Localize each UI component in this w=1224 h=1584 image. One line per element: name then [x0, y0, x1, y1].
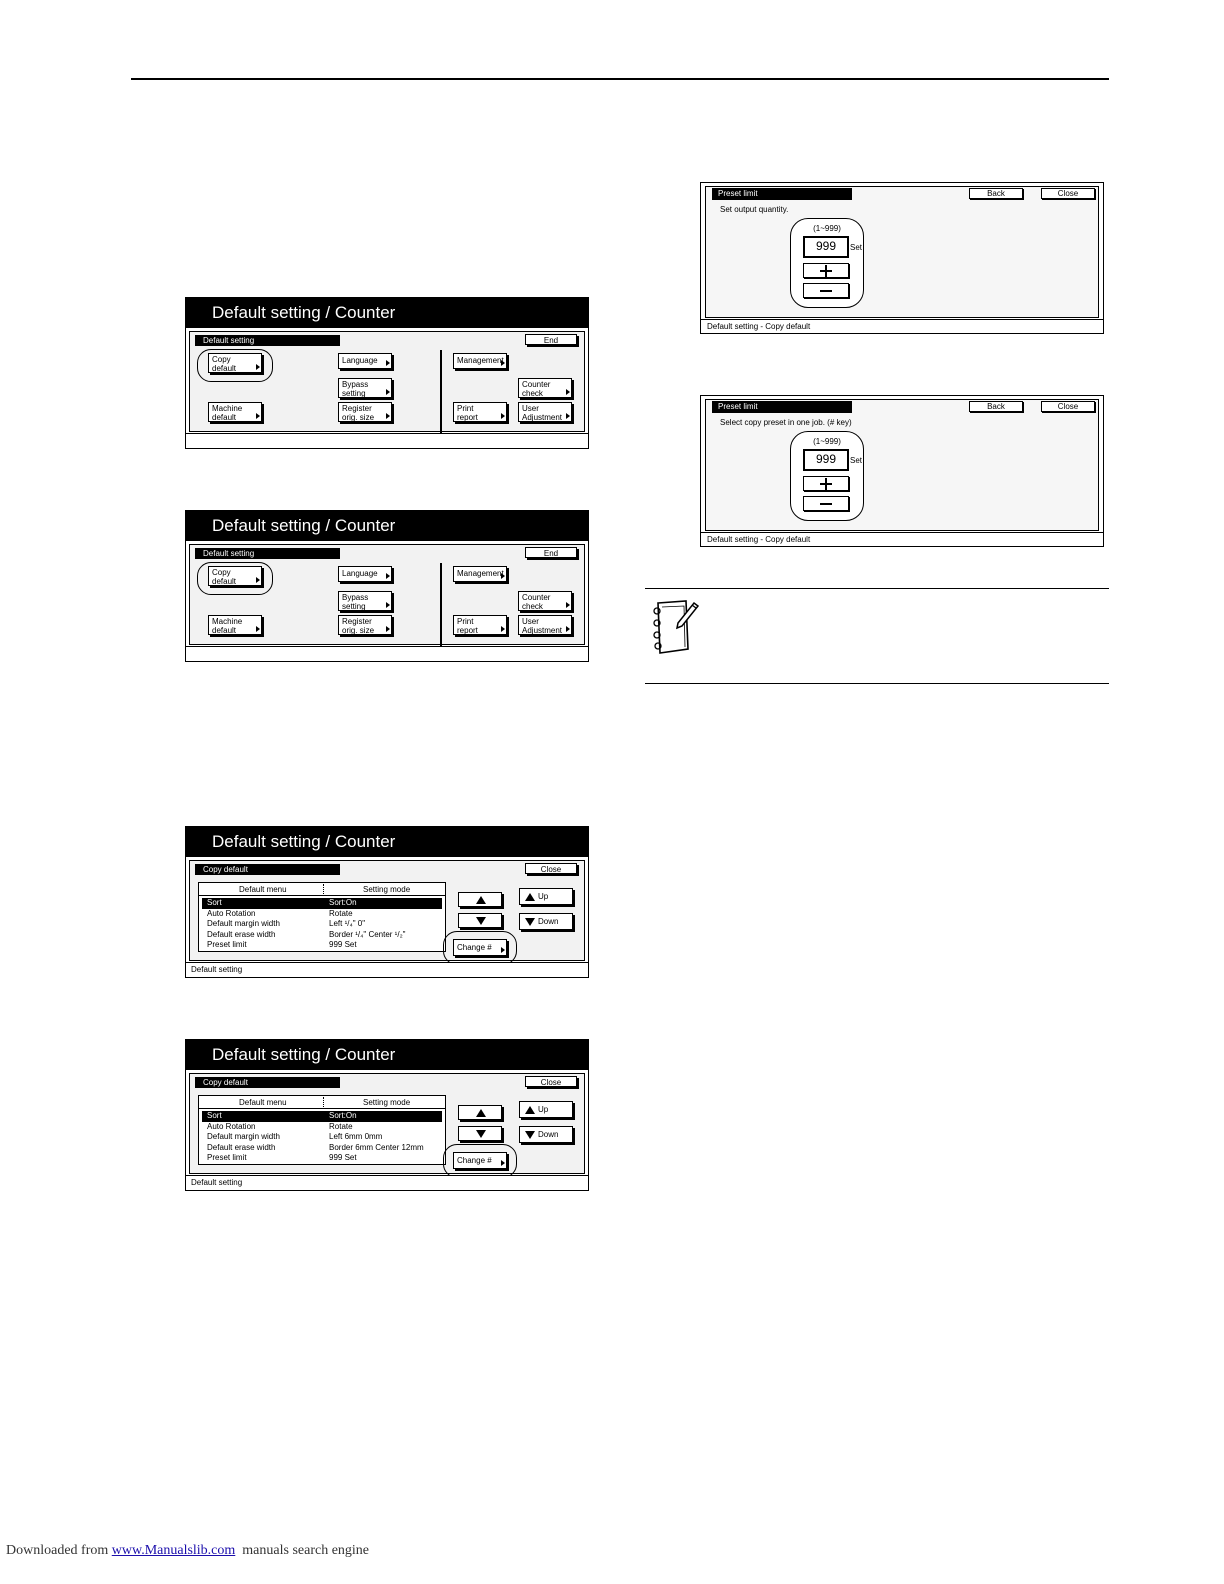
- language-button[interactable]: Language: [338, 353, 392, 369]
- triangle-down-icon: [525, 1131, 535, 1139]
- unit-label: Set: [850, 456, 863, 465]
- copy-default-panel-inch: [185, 826, 589, 978]
- settings-list: [198, 1095, 446, 1165]
- print-report-button[interactable]: Print report: [453, 615, 507, 635]
- down-button[interactable]: [519, 913, 573, 930]
- preset-limit-panel-1: [700, 182, 1104, 334]
- divider: [440, 350, 442, 434]
- list-header: [199, 1096, 445, 1109]
- top-rule: [131, 78, 1109, 80]
- row-menu: Default margin width: [207, 1132, 280, 1141]
- col-default-menu: Default menu: [239, 1098, 287, 1107]
- management-button[interactable]: Management: [453, 566, 507, 582]
- list-row[interactable]: [202, 1153, 442, 1164]
- down-label: Down: [538, 917, 559, 926]
- column-separator: [323, 884, 324, 894]
- list-row[interactable]: [202, 919, 442, 930]
- row-mode: Border ¹/₄" Center ¹/₂": [329, 929, 406, 939]
- note-icon: [648, 597, 700, 657]
- list-row[interactable]: [202, 1111, 442, 1122]
- machine-default-button[interactable]: Machine default: [208, 402, 262, 422]
- settings-list: [198, 882, 446, 952]
- panel-body: [705, 186, 1099, 318]
- list-header: [199, 883, 445, 896]
- note-rule-bottom: [645, 683, 1109, 684]
- panel-body: [189, 544, 585, 645]
- list-row[interactable]: [202, 1132, 442, 1143]
- back-button[interactable]: Back: [969, 401, 1023, 412]
- quantity-stepper: [790, 431, 864, 521]
- row-mode: Sort:On: [329, 898, 357, 907]
- row-mode: Left 6mm 0mm: [329, 1132, 383, 1141]
- up-button[interactable]: [519, 888, 573, 905]
- minus-button[interactable]: [803, 496, 849, 511]
- close-button[interactable]: Close: [525, 863, 577, 874]
- triangle-up-icon: [476, 896, 486, 904]
- panel-title: Default setting / Counter: [186, 511, 588, 541]
- user-adjustment-button[interactable]: User Adjustment: [518, 402, 572, 422]
- up-button[interactable]: [519, 1101, 573, 1118]
- print-report-button[interactable]: Print report: [453, 402, 507, 422]
- panel-title: Default setting / Counter: [186, 827, 588, 857]
- copy-default-button[interactable]: Copy default: [208, 353, 262, 373]
- triangle-down-icon: [525, 918, 535, 926]
- quantity-stepper: [790, 218, 864, 308]
- plus-icon-vertical: [825, 478, 827, 490]
- end-button[interactable]: End: [525, 334, 577, 345]
- default-setting-panel-1: [185, 297, 589, 449]
- panel-title: Default setting / Counter: [186, 298, 588, 328]
- copy-default-button[interactable]: Copy default: [208, 566, 262, 586]
- counter-check-button[interactable]: Counter check: [518, 378, 572, 398]
- default-setting-panel-2: [185, 510, 589, 662]
- instruction-text: Select copy preset in one job. (# key): [720, 418, 852, 427]
- panel-footer: [186, 646, 588, 661]
- footer-prefix: Downloaded from: [6, 1543, 112, 1558]
- row-menu: Auto Rotation: [207, 1121, 256, 1131]
- row-menu: Default erase width: [207, 929, 276, 939]
- instruction-text: Set output quantity.: [720, 205, 789, 214]
- row-mode: Rotate: [329, 1121, 353, 1131]
- row-menu: Preset limit: [207, 1153, 247, 1162]
- list-row[interactable]: [202, 1143, 442, 1154]
- close-button[interactable]: Close: [525, 1076, 577, 1087]
- down-label: Down: [538, 1130, 559, 1139]
- panel-footer: [186, 433, 588, 448]
- up-label: Up: [538, 892, 549, 901]
- panel-title: Default setting / Counter: [186, 1040, 588, 1070]
- range-label: (1~999): [813, 437, 841, 446]
- plus-button[interactable]: [803, 263, 849, 278]
- bypass-setting-button[interactable]: Bypass setting: [338, 591, 392, 611]
- range-label: (1~999): [813, 224, 841, 233]
- change-number-button[interactable]: Change #: [453, 939, 507, 956]
- row-mode: Sort:On: [329, 1111, 357, 1120]
- row-mode: 999 Set: [329, 940, 357, 949]
- close-button[interactable]: Close: [1041, 188, 1095, 199]
- panel-footer: Default setting: [186, 1175, 588, 1190]
- change-number-button[interactable]: Change #: [453, 1152, 507, 1169]
- back-button[interactable]: Back: [969, 188, 1023, 199]
- triangle-up-icon: [525, 1106, 535, 1114]
- end-button[interactable]: End: [525, 547, 577, 558]
- triangle-up-icon: [525, 893, 535, 901]
- menu-bar-label: Copy default: [195, 1077, 340, 1088]
- language-button[interactable]: Language: [338, 566, 392, 582]
- menu-bar-label: Copy default: [195, 864, 340, 875]
- scroll-down-button[interactable]: [458, 1126, 502, 1141]
- scroll-down-button[interactable]: [458, 913, 502, 928]
- list-row[interactable]: [202, 930, 442, 941]
- row-mode: Rotate: [329, 908, 353, 918]
- panel-body: [189, 860, 585, 961]
- minus-icon: [820, 503, 832, 505]
- triangle-up-icon: [476, 1109, 486, 1117]
- row-menu: Auto Rotation: [207, 908, 256, 918]
- row-menu: Preset limit: [207, 940, 247, 949]
- quantity-value[interactable]: 999: [803, 449, 849, 471]
- triangle-down-icon: [476, 917, 486, 925]
- panel-body: [189, 331, 585, 432]
- triangle-down-icon: [476, 1130, 486, 1138]
- row-mode: Left ¹/₄" 0": [329, 919, 366, 928]
- row-menu: Default margin width: [207, 919, 280, 928]
- minus-button[interactable]: [803, 283, 849, 298]
- unit-label: Set: [850, 243, 863, 252]
- scroll-up-button[interactable]: [458, 892, 502, 907]
- download-footer: [6, 1543, 369, 1559]
- manualslib-link[interactable]: www.Manualslib.com: [111, 1543, 236, 1558]
- breadcrumb: Default setting - Copy default: [701, 319, 1103, 333]
- col-setting-mode: Setting mode: [363, 1098, 411, 1107]
- list-row[interactable]: [202, 898, 442, 909]
- scroll-up-button[interactable]: [458, 1105, 502, 1120]
- list-row[interactable]: [202, 1122, 442, 1133]
- row-menu: Default erase width: [207, 1142, 276, 1152]
- list-row[interactable]: [202, 909, 442, 920]
- panel-body: [189, 1073, 585, 1174]
- quantity-value[interactable]: 999: [803, 236, 849, 258]
- preset-limit-bar: Preset limit: [712, 188, 852, 200]
- panel-body: [705, 399, 1099, 531]
- footer-suffix: manuals search engine: [235, 1543, 370, 1558]
- column-separator: [323, 1097, 324, 1107]
- row-mode: 999 Set: [329, 1153, 357, 1162]
- register-orig-size-button[interactable]: Register orig. size: [338, 402, 392, 422]
- divider: [440, 563, 442, 647]
- menu-bar-label: Default setting: [195, 548, 340, 559]
- col-default-menu: Default menu: [239, 885, 287, 894]
- register-orig-size-button[interactable]: Register orig. size: [338, 615, 392, 635]
- copy-default-panel-metric: [185, 1039, 589, 1191]
- preset-limit-panel-2: [700, 395, 1104, 547]
- down-button[interactable]: [519, 1126, 573, 1143]
- counter-check-button[interactable]: Counter check: [518, 591, 572, 611]
- plus-icon-vertical: [825, 265, 827, 277]
- row-menu: Sort: [207, 898, 222, 907]
- breadcrumb: Default setting - Copy default: [701, 532, 1103, 546]
- preset-limit-bar: Preset limit: [712, 401, 852, 413]
- menu-bar-label: Default setting: [195, 335, 340, 346]
- row-mode: Border 6mm Center 12mm: [329, 1142, 424, 1152]
- bypass-setting-button[interactable]: Bypass setting: [338, 378, 392, 398]
- minus-icon: [820, 290, 832, 292]
- user-adjustment-button[interactable]: User Adjustment: [518, 615, 572, 635]
- col-setting-mode: Setting mode: [363, 885, 411, 894]
- note-rule-top: [645, 588, 1109, 589]
- row-menu: Sort: [207, 1111, 222, 1120]
- panel-footer: Default setting: [186, 962, 588, 977]
- machine-default-button[interactable]: Machine default: [208, 615, 262, 635]
- close-button[interactable]: Close: [1041, 401, 1095, 412]
- plus-button[interactable]: [803, 476, 849, 491]
- up-label: Up: [538, 1105, 549, 1114]
- list-row[interactable]: [202, 940, 442, 951]
- management-button[interactable]: Management: [453, 353, 507, 369]
